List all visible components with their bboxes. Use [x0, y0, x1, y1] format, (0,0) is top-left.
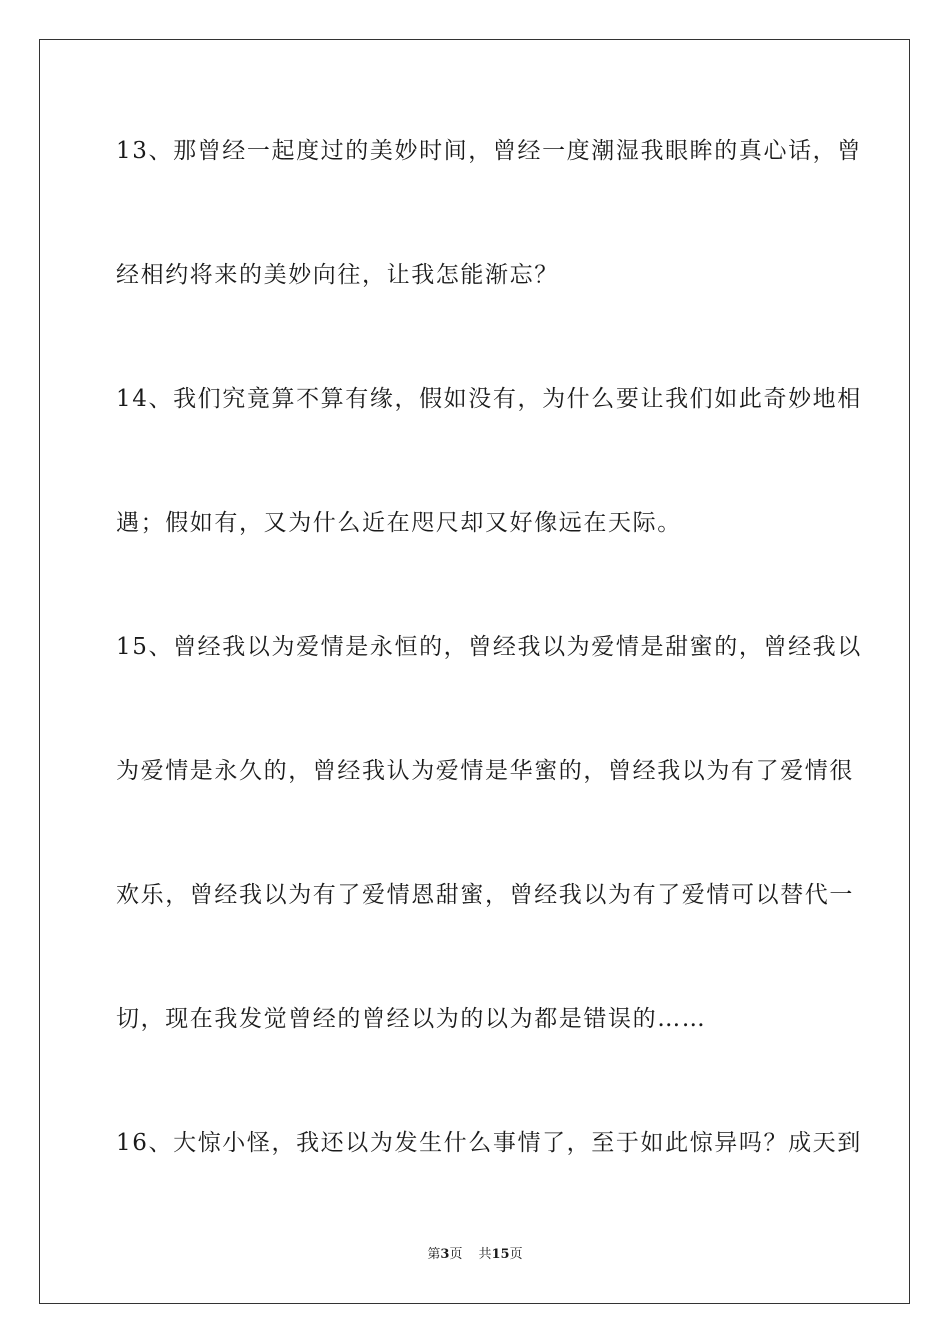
page-prefix: 第 — [427, 1247, 441, 1262]
text-line: 16、大惊小怪，我还以为发生什么事情了，至于如此惊异吗？成天到 — [116, 1130, 862, 1156]
current-page-number: 3 — [440, 1247, 450, 1262]
page-suffix: 页 — [449, 1247, 463, 1262]
text-line: 15、曾经我以为爱情是永恒的，曾经我以为爱情是甜蜜的，曾经我以 — [116, 634, 862, 660]
total-prefix: 共 — [478, 1247, 492, 1262]
text-line: 切，现在我发觉曾经的曾经以为的以为都是错误的…… — [116, 1006, 707, 1032]
page-footer — [0, 1247, 950, 1263]
text-line: 遇；假如有，又为什么近在咫尺却又好像远在天际。 — [116, 510, 682, 536]
text-line: 13、那曾经一起度过的美妙时间，曾经一度潮湿我眼眸的真心话，曾 — [116, 138, 862, 164]
total-pages-number: 15 — [491, 1247, 510, 1262]
text-line: 14、我们究竟算不算有缘，假如没有，为什么要让我们如此奇妙地相 — [116, 386, 862, 412]
page-border — [39, 39, 910, 1304]
text-line: 为爱情是永久的，曾经我认为爱情是华蜜的，曾经我以为有了爱情很 — [116, 758, 854, 784]
text-line: 欢乐，曾经我以为有了爱情恩甜蜜，曾经我以为有了爱情可以替代一 — [116, 882, 854, 908]
text-line: 经相约将来的美妙向往，让我怎能渐忘？ — [116, 262, 559, 288]
total-suffix: 页 — [509, 1247, 523, 1262]
